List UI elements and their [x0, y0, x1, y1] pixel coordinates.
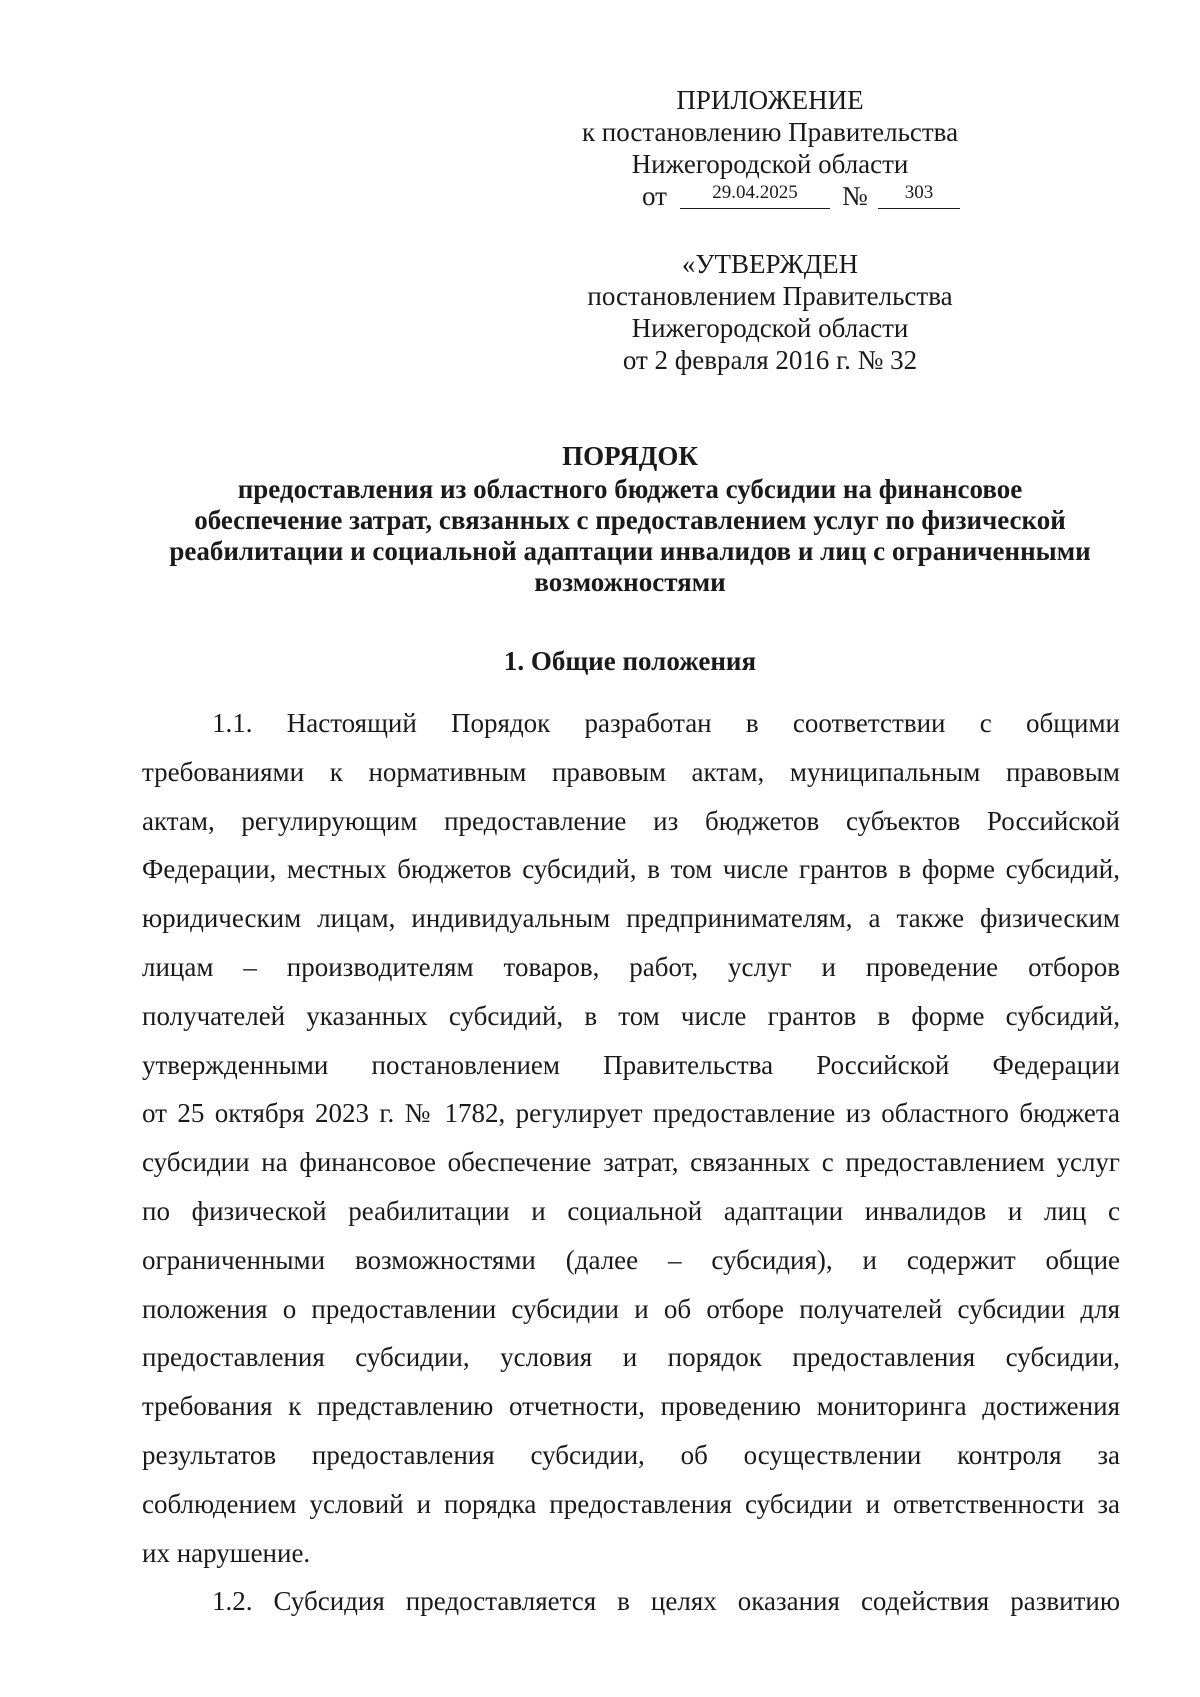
- decree-date: 29.04.2025: [680, 180, 830, 209]
- paragraph-line: юридическим лицам, индивидуальным предпринимателям, а также физическим: [142, 903, 1120, 934]
- body-text: [142, 707, 1120, 1634]
- paragraph-line: предоставления субсидии, условия и порядок предоставления субсидии,: [142, 1342, 1120, 1373]
- approved-line-3: Нижегородской области: [631, 313, 909, 343]
- approved-line-1: «УТВЕРЖДЕН: [681, 249, 859, 279]
- paragraph-line: субсидии на финансовое обеспечение затрат, связанных с предоставлением услуг: [142, 1147, 1120, 1178]
- paragraph-line: от 25 октября 2023 г. № 1782, регулирует предоставление из областного бюджета: [142, 1098, 1120, 1129]
- paragraph-line: ограниченными возможностями (далее – субсидия), и содержит общие: [142, 1244, 1120, 1275]
- number-sign: №: [842, 181, 868, 211]
- paragraph-line: требованиями к нормативным правовым актам, муниципальным правовым: [142, 756, 1120, 787]
- title-line: возможностями: [534, 567, 726, 597]
- document-title: [140, 441, 1120, 598]
- paragraph-line: соблюдением условий и порядка предоставления субсидии и ответственности за: [142, 1488, 1120, 1519]
- decree-number: 303: [878, 180, 960, 209]
- title-line: реабилитации и социальной адаптации инвалидов и лиц с ограниченными: [169, 536, 1091, 566]
- paragraph-line: получателей указанных субсидий, в том числе грантов в форме субсидий,: [142, 1000, 1120, 1031]
- paragraph-line: 1.1. Настоящий Порядок разработан в соответствии с общими: [212, 708, 1120, 738]
- paragraph-line: требования к представлению отчетности, проведению мониторинга достижения: [142, 1391, 1120, 1422]
- paragraph-line: утвержденными постановлением Правительства Российской Федерации: [142, 1049, 1120, 1080]
- appendix-title: ПРИЛОЖЕНИЕ: [676, 85, 864, 115]
- paragraph-line: их нарушение.: [142, 1537, 311, 1568]
- title-main: ПОРЯДОК: [562, 441, 698, 471]
- paragraph-line: актам, регулирующим предоставление из бюджетов субъектов Российской: [142, 805, 1120, 836]
- paragraph-line: 1.2. Субсидия предоставляется в целях оказания содействия развитию: [212, 1586, 1120, 1617]
- paragraph-line: результатов предоставления субсидии, об осуществлении контроля за: [142, 1439, 1120, 1470]
- approved-line-2: постановлением Правительства: [587, 281, 953, 311]
- paragraph-line: положения о предоставлении субсидии и об отборе получателей субсидии для: [142, 1293, 1120, 1324]
- appendix-line-2: Нижегородской области: [631, 149, 909, 179]
- appendix-date-line: [560, 180, 980, 214]
- paragraph-line: по физической реабилитации и социальной адаптации инвалидов и лиц с: [142, 1195, 1120, 1226]
- approved-line-4: от 2 февраля 2016 г. № 32: [622, 345, 918, 375]
- approved-header: [560, 248, 980, 376]
- date-prefix: от: [642, 181, 667, 211]
- paragraph-line: лицам – производителям товаров, работ, услуг и проведение отборов: [142, 951, 1120, 982]
- title-line: предоставления из областного бюджета субсидии на финансовое: [237, 474, 1023, 504]
- appendix-line-1: к постановлению Правительства: [581, 117, 959, 147]
- title-line: обеспечение затрат, связанных с предоставлением услуг по физической: [194, 505, 1066, 535]
- appendix-header: [560, 84, 980, 214]
- paragraph-line: Федерации, местных бюджетов субсидий, в том числе грантов в форме субсидий,: [142, 854, 1120, 885]
- section-heading: 1. Общие положения: [503, 646, 757, 676]
